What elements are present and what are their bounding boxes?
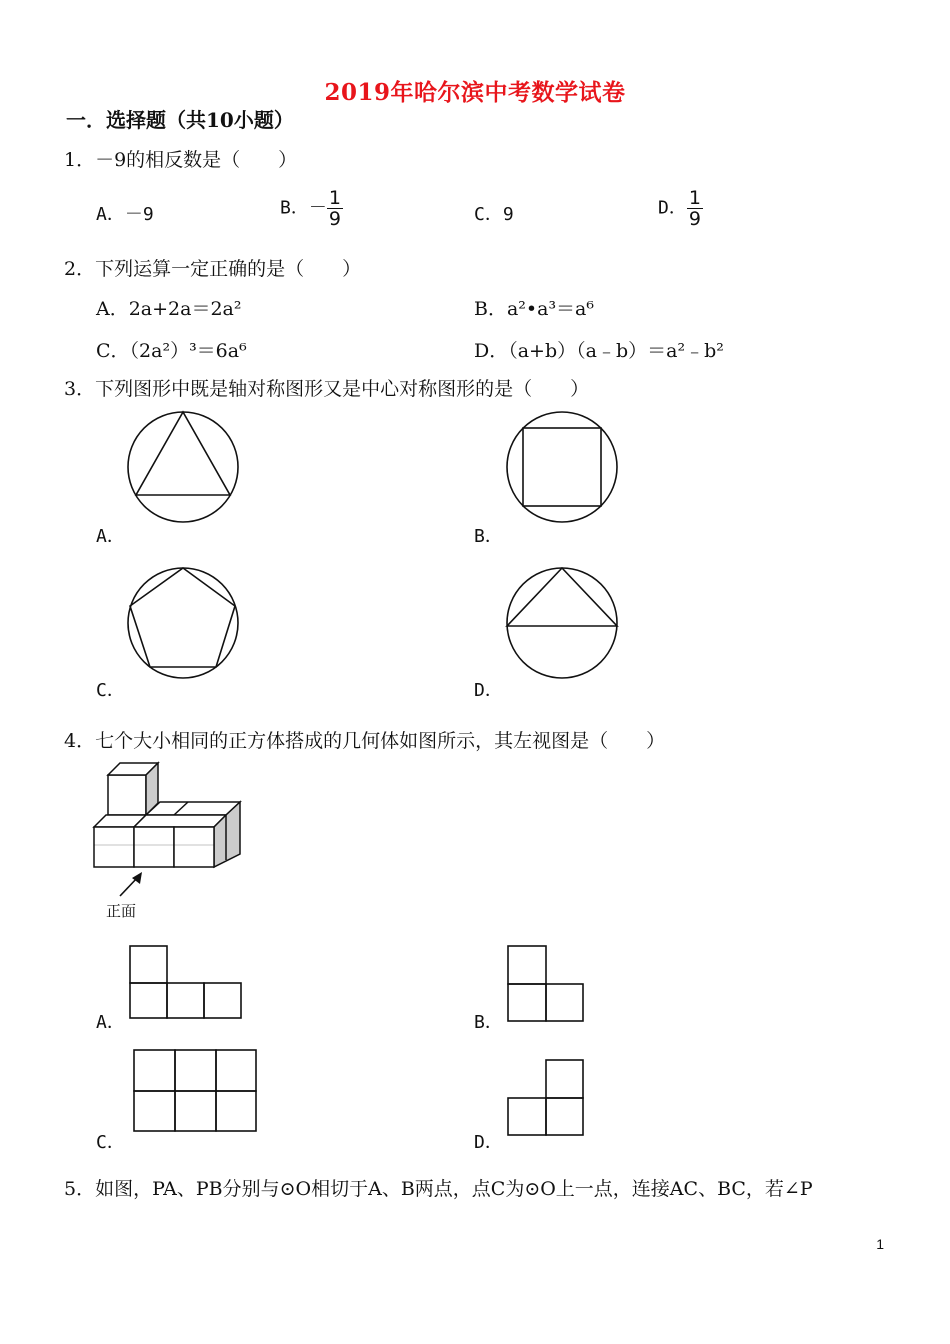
q4-option-a-view bbox=[128, 944, 248, 1024]
q1-option-d-fraction bbox=[687, 188, 703, 229]
q4-option-d: D． bbox=[474, 1132, 503, 1153]
question-3-stem: 3．下列图形中既是轴对称图形又是中心对称图形的是（ ） bbox=[64, 378, 590, 400]
q1-option-d bbox=[658, 188, 703, 229]
fraction-numerator: 1 bbox=[328, 187, 341, 209]
section-heading: 一．选择题（共10小题） bbox=[66, 108, 294, 132]
q3-circle-triangle-figure bbox=[126, 410, 242, 526]
question-2-stem: 2．下列运算一定正确的是（ ） bbox=[64, 258, 362, 280]
q4-option-b: B． bbox=[474, 1012, 503, 1033]
q1-option-b-fraction bbox=[327, 188, 343, 229]
q2-option-c: C．（2a²）³＝6a⁶ bbox=[96, 340, 247, 362]
fraction-numerator: 1 bbox=[688, 187, 701, 209]
q4-option-c-view bbox=[132, 1048, 262, 1136]
q3-option-b: B． bbox=[474, 526, 503, 547]
q4-option-d-view bbox=[506, 1058, 596, 1140]
q2-option-a: A．2a+2a＝2a² bbox=[96, 298, 242, 320]
page-title: 2019年哈尔滨中考数学试卷 bbox=[324, 79, 626, 106]
q4-option-b-view bbox=[506, 944, 596, 1024]
q1-option-b bbox=[280, 188, 343, 229]
front-view-label: 正面 bbox=[106, 902, 137, 920]
q1-option-b-prefix: B．－ bbox=[280, 197, 327, 219]
q4-cube-solid-figure bbox=[90, 760, 250, 920]
q4-option-a: A． bbox=[96, 1012, 125, 1033]
q1-option-d-prefix: D． bbox=[658, 197, 687, 219]
question-5-stem: 5．如图，PA、PB分别与⊙O相切于A、B两点，点C为⊙O上一点，连接AC、BC，若∠P bbox=[64, 1178, 813, 1200]
q1-option-c: C．9 bbox=[474, 204, 514, 225]
q3-circle-square-figure bbox=[505, 410, 621, 526]
q3-option-d: D． bbox=[474, 680, 503, 701]
q4-option-c: C． bbox=[96, 1132, 125, 1153]
page-number: 1 bbox=[876, 1236, 884, 1252]
question-4-stem: 4．七个大小相同的正方体搭成的几何体如图所示，其左视图是（ ） bbox=[64, 730, 666, 752]
q1-option-a: A．－9 bbox=[96, 204, 154, 225]
q3-option-c: C． bbox=[96, 680, 125, 701]
q3-circle-pentagon-figure bbox=[126, 566, 242, 682]
fraction-denominator: 9 bbox=[688, 208, 701, 230]
question-1-stem: 1．－9的相反数是（ ） bbox=[64, 149, 298, 171]
q3-option-a: A． bbox=[96, 526, 125, 547]
q3-circle-right-triangle-figure bbox=[505, 566, 621, 682]
fraction-denominator: 9 bbox=[328, 208, 341, 230]
q2-option-b: B．a²•a³＝a⁶ bbox=[474, 298, 595, 320]
q2-option-d: D．（a+b）（a﹣b）＝a²﹣b² bbox=[474, 340, 724, 362]
